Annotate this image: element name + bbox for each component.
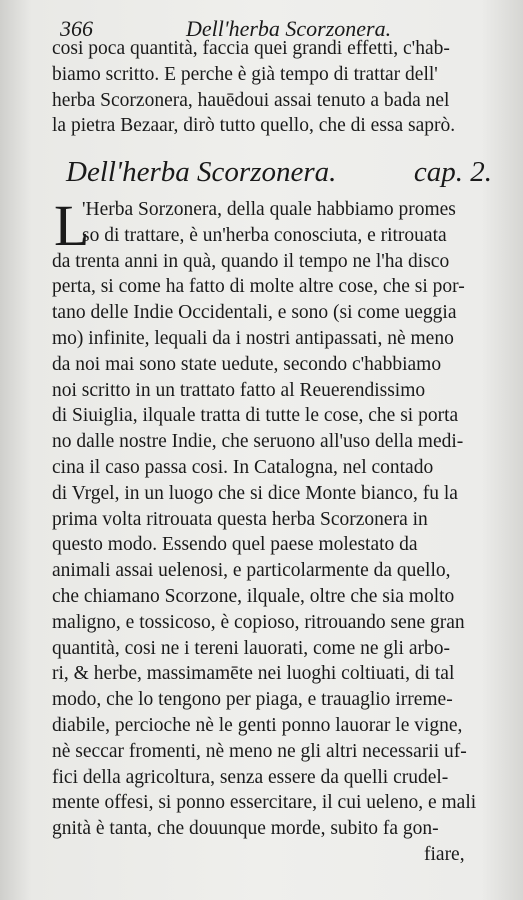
- text-line: ri, & herbe, massimamēte nei luoghi coltiuati, di tal: [52, 663, 455, 685]
- chapter-heading: [66, 156, 492, 192]
- text-line: noi scritto in un trattato fatto al Reuerendissimo: [52, 379, 426, 401]
- text-line: maligno, e tossicoso, è copioso, ritrouando sene gran: [52, 611, 465, 633]
- text-line: quantità, cosi ne i tereni lauorati, come ne gli arbo-: [52, 637, 450, 659]
- text-line: 'Herba Sorzonera, della quale habbiamo promes: [82, 199, 456, 220]
- intro-paragraph: [52, 36, 508, 139]
- text-line: questo modo. Essendo quel paese molestato da: [52, 534, 418, 556]
- text-line: gnità è tanta, che douunque morde, subito fa gon-: [52, 818, 439, 840]
- chapter-title: Dell'herba Scorzonera.: [66, 156, 337, 188]
- text-line: herba Scorzonera, hauēdoui assai tenuto a bada nel: [52, 89, 450, 111]
- text-line: di Vrgel, in un luogo che si dice Monte bianco, fu la: [52, 482, 458, 504]
- text-line: da noi mai sono state uedute, secondo c'habbiamo: [52, 353, 442, 375]
- text-line: diabile, percioche nè le genti ponno lauorar le vigne,: [52, 714, 463, 736]
- text-line: modo, che lo tengono per piaga, e trauaglio irreme-: [52, 689, 453, 711]
- text-line: la pietra Bezaar, dirò tutto quello, che di essa saprò.: [52, 115, 456, 137]
- text-line: perta, si come ha fatto di molte altre cose, che si por-: [52, 276, 465, 298]
- text-line: so di trattare, è un'herba conosciuta, e ritrouata: [82, 224, 447, 246]
- text-line: prima volta ritrouata questa herba Scorzonera in: [52, 508, 428, 530]
- text-line: che chiamano Scorzone, ilquale, oltre che sia molto: [52, 585, 455, 607]
- text-line: biamo scritto. E perche è già tempo di trattar dell': [52, 63, 438, 85]
- text-line: animali assai uelenosi, e particolarmente da quello,: [52, 560, 451, 582]
- text-line: no dalle nostre Indie, che seruono all'uso della medi-: [52, 431, 464, 453]
- text-line: di Siuiglia, ilquale tratta di tutte le cose, che si porta: [52, 405, 459, 427]
- text-line: mente offesi, si ponno essercitare, il cui ueleno, e mali: [52, 792, 477, 814]
- text-line: cina il caso passa cosi. In Catalogna, nel contado: [52, 456, 434, 478]
- page-number: 366: [60, 16, 93, 41]
- running-title: Dell'herba Scorzonera.: [186, 16, 392, 41]
- chapter-body: [52, 193, 508, 868]
- catchword: fiare,: [424, 843, 465, 865]
- text-line: cosi poca quantità, faccia quei grandi effetti, c'hab-: [52, 38, 450, 59]
- drop-cap: L: [54, 193, 90, 258]
- text-line: da trenta anni in quà, quando il tempo ne l'ha disco: [52, 250, 450, 272]
- text-line: tano delle Indie Occidentali, e sono (si come ueggia: [52, 302, 457, 324]
- text-line: mo) infinite, lequali da i nostri antipassati, nè meno: [52, 327, 454, 349]
- text-line: fici della agricoltura, senza essere da quelli crudel-: [52, 766, 449, 788]
- chapter-number: cap. 2.: [413, 156, 492, 188]
- text-line: nè seccar fromenti, nè meno ne gli altri necessarii uf-: [52, 740, 467, 762]
